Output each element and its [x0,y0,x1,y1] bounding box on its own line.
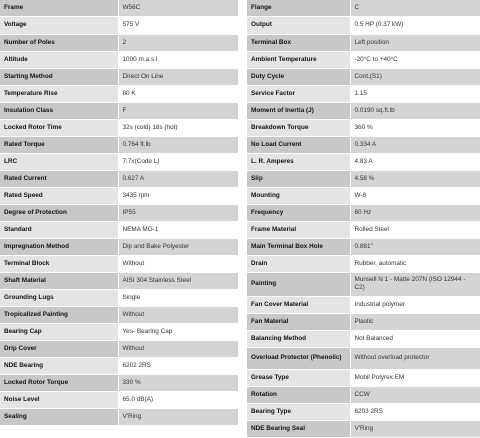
spec-table-left [0,0,238,426]
spec-row [0,221,238,238]
spec-row [0,0,238,17]
spec-label: Grease Type [247,369,350,386]
spec-value: Cont.(S1) [350,68,480,85]
spec-label: Painting [247,272,350,296]
spec-label: Rated Current [0,170,118,187]
spec-value: Dip and Bake Polyester [118,238,238,255]
spec-value: Yes- Bearing Cap [118,323,238,340]
spec-label: Fan Material [247,313,350,330]
spec-row [0,357,238,374]
spec-row [0,68,238,85]
spec-value: 6203 2RS [350,403,480,420]
spec-row [0,136,238,153]
spec-value: 4.58 % [350,170,480,187]
spec-value: 0.334 A [350,136,480,153]
spec-label: Balancing Method [247,330,350,347]
spec-label: Number of Poles [0,34,118,51]
spec-row [247,221,480,238]
spec-label: L. R. Amperes [247,153,350,170]
spec-row [0,238,238,255]
spec-label: NDE Bearing Seal [247,420,350,437]
spec-value: Not Balanced [350,330,480,347]
spec-label: Standard [0,221,118,238]
spec-value: CCW [350,386,480,403]
spec-label: Main Terminal Box Hole [247,238,350,255]
spec-row [247,68,480,85]
spec-label: Output [247,17,350,35]
spec-label: Slip [247,170,350,187]
spec-label: Terminal Box [247,34,350,51]
spec-value: Munsell N 1 - Matte 207N (ISO 12944 - C2) [350,272,480,296]
spec-row [247,187,480,204]
spec-value: 3435 rpm [118,187,238,204]
spec-row [0,170,238,187]
spec-row [247,0,480,17]
spec-value: 4.83 A [350,153,480,170]
spec-value: Without overload protector [350,347,480,369]
spec-label: Tropicalized Painting [0,306,118,323]
spec-value: 1000 m.a.s.l. [118,51,238,68]
spec-value: 360 % [350,119,480,136]
spec-label: Locked Rotor Time [0,119,118,136]
spec-label: Grounding Lugs [0,289,118,306]
spec-label: NDE Bearing [0,357,118,374]
spec-value: 575 V [118,17,238,35]
spec-row [247,17,480,35]
spec-label: Locked Rotor Torque [0,374,118,391]
spec-label: Overload Protector (Phenolic) [247,347,350,369]
spec-row [247,102,480,119]
spec-row [247,119,480,136]
spec-label: Sealing [0,408,118,425]
spec-row [0,51,238,68]
spec-value: 0.764 ft.lb [118,136,238,153]
spec-row [247,34,480,51]
spec-row [247,51,480,68]
spec-value: AISI 304 Stainless Steel [118,272,238,289]
spec-label: Rotation [247,386,350,403]
spec-row [247,170,480,187]
spec-label: Duty Cycle [247,68,350,85]
spec-value: IP55 [118,204,238,221]
spec-row [247,386,480,403]
spec-label: Bearing Cap [0,323,118,340]
spec-label: Bearing Type [247,403,350,420]
spec-value: C [350,0,480,17]
spec-value: 32s (cold) 18s (hot) [118,119,238,136]
spec-row [0,17,238,35]
spec-label: Temperature Rise [0,85,118,102]
spec-row [247,153,480,170]
spec-value: Left position [350,34,480,51]
spec-row [247,85,480,102]
spec-row [0,85,238,102]
spec-value: 2 [118,34,238,51]
spec-row [0,34,238,51]
spec-value: Industrial polymer [350,296,480,313]
spec-value: 330 % [118,374,238,391]
spec-label: Ambient Temperature [247,51,350,68]
spec-row [0,374,238,391]
spec-label: No Load Current [247,136,350,153]
spec-value: Without [118,255,238,272]
spec-row [247,136,480,153]
spec-row [247,238,480,255]
spec-row [0,408,238,425]
spec-row [247,347,480,369]
spec-value: Without [118,340,238,357]
spec-value: Direct On Line [118,68,238,85]
spec-label: Insulation Class [0,102,118,119]
spec-label: Mounting [247,187,350,204]
spec-row [0,272,238,289]
spec-value: V'Ring [350,420,480,437]
spec-value: 6202 2RS [118,357,238,374]
spec-row [247,369,480,386]
spec-value: 65.0 dB(A) [118,391,238,408]
spec-row [0,102,238,119]
spec-label: Drain [247,255,350,272]
spec-row [247,330,480,347]
spec-row [0,323,238,340]
spec-label: Frame Material [247,221,350,238]
spec-value: V'Ring [118,408,238,425]
spec-label: Service Factor [247,85,350,102]
spec-value: W56C [118,0,238,17]
spec-value: W-6 [350,187,480,204]
spec-label: Frame [0,0,118,17]
spec-value: 7.7x(Code L) [118,153,238,170]
spec-value: 0.881" [350,238,480,255]
spec-row [0,306,238,323]
spec-row [247,296,480,313]
spec-value: 0.5 HP (0.37 kW) [350,17,480,35]
spec-value: 0.627 A [118,170,238,187]
spec-label: Altitude [0,51,118,68]
spec-row [0,255,238,272]
spec-label: Degree of Protection [0,204,118,221]
spec-label: Rated Speed [0,187,118,204]
spec-label: Starting Method [0,68,118,85]
spec-table-right [247,0,480,438]
spec-row [247,403,480,420]
spec-value: F [118,102,238,119]
spec-row [247,204,480,221]
spec-value: 60 Hz [350,204,480,221]
spec-label: Rated Torque [0,136,118,153]
spec-label: Impregnation Method [0,238,118,255]
spec-row [247,420,480,437]
spec-row [247,255,480,272]
spec-row [0,340,238,357]
spec-value: Rubber, automatic [350,255,480,272]
spec-row [0,391,238,408]
spec-row [0,119,238,136]
spec-label: Terminal Block [0,255,118,272]
spec-value: Without [118,306,238,323]
spec-value: 0.0190 sq.ft.lb [350,102,480,119]
spec-value: Single [118,289,238,306]
spec-label: Flange [247,0,350,17]
spec-label: Noise Level [0,391,118,408]
spec-row [0,204,238,221]
spec-row [247,272,480,296]
spec-label: LRC [0,153,118,170]
spec-label: Frequency [247,204,350,221]
spec-row [0,153,238,170]
spec-label: Fan Cover Material [247,296,350,313]
spec-label: Breakdown Torque [247,119,350,136]
spec-value: 80 K [118,85,238,102]
spec-row [0,289,238,306]
spec-row [0,187,238,204]
spec-value: Plastic [350,313,480,330]
spec-value: Rolled Steel [350,221,480,238]
spec-value: 1.15 [350,85,480,102]
spec-value: NEMA MG-1 [118,221,238,238]
spec-row [247,313,480,330]
spec-label: Drip Cover [0,340,118,357]
spec-label: Shaft Material [0,272,118,289]
spec-label: Voltage [0,17,118,35]
spec-label: Moment of Inertia (J) [247,102,350,119]
spec-value: -20°C to +40°C [350,51,480,68]
spec-value: Mobil Polyrex EM [350,369,480,386]
